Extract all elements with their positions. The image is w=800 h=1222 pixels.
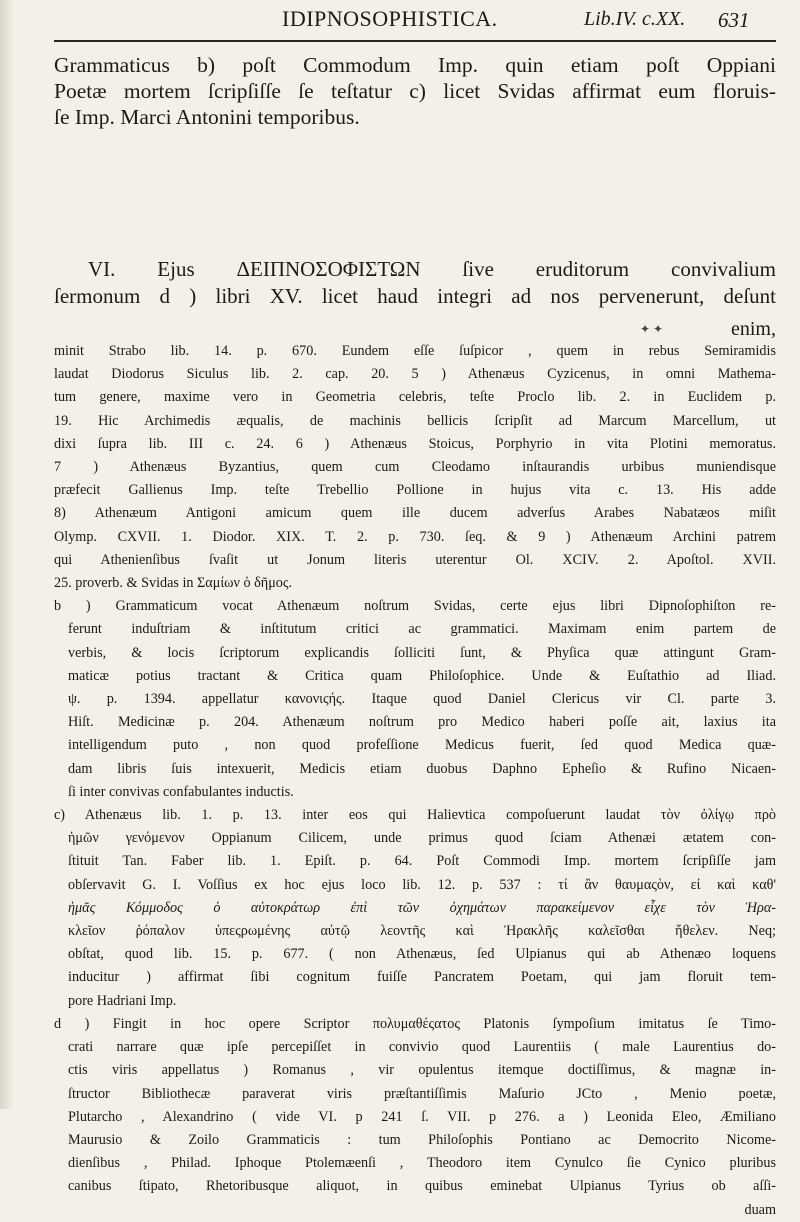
note-line: dam libris ſuis intexuerit, Medicis etiam duobus Daphno Epheſio & Rufino Nicaen-	[68, 760, 776, 777]
note-line: minit Strabo lib. 14. p. 670. Eundem eſſe ſuſpicor , quem in rebus Semiramidis	[54, 343, 776, 359]
note-line: canibus ſtipato, Rhetoribusque aliquot, in quibus eminebat Ulpianus Tyrius ob aſſi-	[68, 1178, 776, 1195]
note-line: d ) Fingit in hoc opere Scriptor πολυμαθέςατος Platonis ſympoſium imitatus ſe Timo-	[54, 1015, 776, 1032]
main-line: Grammaticus b) poſt Commodum Imp. quin etiam poſt Oppiani	[54, 53, 776, 77]
section-text	[54, 256, 776, 310]
header-rule	[54, 40, 776, 42]
note-line: laudat Diodorus Siculus lib. 2. cap. 20. 5 ) Athenæus Cyzicenus, in omni Mathema-	[54, 366, 776, 383]
ornament: ✦ ✦	[640, 322, 664, 336]
note-line: tum genere, maxime vero in Geometria celebris, teſte Proclo lib. 2. in Euclidem p.	[54, 389, 776, 406]
page-gutter-shadow	[0, 0, 14, 1109]
note-line: ἡμῶν γενόμενον Oppianum Cilicem, unde primus quod ſciam Athenæi ætatem con-	[68, 830, 776, 847]
main-text	[54, 52, 776, 130]
note-line: Hiſt. Medicinæ p. 204. Athenæum noſtrum pro Medico haberi poſſe ait, laxius ita	[68, 714, 776, 731]
note-line: 8) Athenæum Antigoni amicum quem ille ducem adverſus Arabes Nabatæos miſit	[54, 505, 776, 522]
running-head-reference: Lib.IV. c.XX.	[584, 8, 686, 30]
note-line: Maurusio & Zoilo Grammaticis : tum Philoſophis Pontiano ac Democrito Nicome-	[68, 1131, 776, 1148]
running-head-title: IDIPNOSOPHISTICA.	[282, 6, 498, 31]
note-line: ctis viris appellatus ) Romanus , vir opulentus itemque doctiſſimus, & magnæ in-	[68, 1062, 776, 1079]
note-line: dixi ſupra lib. III c. 24. 6 ) Athenæus Stoicus, Porphyrio in vita Plotini memoratus.	[54, 435, 776, 452]
note-line: ſi inter convivas confabulantes inductis.	[68, 783, 294, 800]
catchword: enim,	[731, 318, 776, 340]
note-line: ſtructor Bibliothecæ paraverat viris præſtantiſſimis Maſurio JCto , Menio poetæ,	[68, 1085, 776, 1102]
note-line: 7 ) Athenæus Byzantius, quem cum Cleodamo inſtaurandis urbibus muniendisque	[54, 459, 776, 476]
main-line: Poetæ mortem ſcripſiſſe ſe teſtatur c) licet Svidas affirmat eum floruis-	[54, 79, 776, 103]
note-line: Olymp. CXVII. 1. Diodor. XIX. T. 2. p. 730. ſeq. & 9 ) Athenæum Archini patrem	[54, 528, 776, 545]
note-line: c) Athenæus lib. 1. p. 13. inter eos qui Halievtica compoſuerunt laudat τὸν ὀλίγῳ πρὸ	[54, 807, 776, 824]
note-line: 25. proverb. & Svidas in Σαμίων ὁ δῆμος.	[54, 575, 293, 592]
note-line: præfecit Gallienus Imp. teſte Trebellio Pollione in hujus vita c. 13. His adde	[54, 482, 776, 499]
note-line: Plutarcho , Alexandrino ( vide VI. p 241 ſ. VII. p 276. a ) Leonida Eleo, Æmiliano	[68, 1108, 776, 1125]
note-line: intelligendum puto , non quod profeſſione Medicus fuerit, ſed quod Medica quæ-	[68, 737, 776, 754]
footnotes	[54, 340, 776, 1222]
section-line: VI. Ejus ΔΕΙΠΝΟΣΟΦΙΣΤΩΝ ſive eruditorum convivalium	[88, 257, 776, 281]
note-line: inducitur ) affirmat ſibi cognitum fuiſſe Pancratem Poetam, qui jam floruit tem-	[68, 969, 776, 986]
note-line: pore Hadriani Imp.	[68, 992, 177, 1009]
note-line: verbis, & locis ſcriptorum explicandis ſolliciti ſunt, & Phyſica quæ attingunt Gram-	[68, 644, 776, 661]
running-head	[92, 4, 768, 38]
note-line: b ) Grammaticum vocat Athenæum noſtrum Svidas, certe ejus libri Dipnoſophiſton re-	[54, 598, 776, 615]
page-number: 631	[718, 8, 750, 32]
main-line: ſe Imp. Marci Antonini temporibus.	[54, 105, 360, 129]
note-line: obſtat, quod lib. 15. p. 677. ( non Athenæus, ſed Ulpianus qui ab Athenæo loquens	[68, 946, 776, 963]
note-line: ferunt induſtriam & inſtitutum critici ac grammatici. Maximam enim partem de	[68, 621, 776, 638]
note-line: ſtituit Tan. Faber lib. 1. Epiſt. p. 64. Poſt Commodi Imp. mortem ſcripſiſſe jam	[68, 853, 776, 870]
note-line: 19. Hic Archimedis æqualis, de machinis bellicis ſcripſit ad Marcum Marcellum, ut	[54, 412, 776, 429]
note-line: maticæ potius tractant & Critica quam Philoſophice. Unde & Euſtathio ad Iliad.	[68, 667, 776, 684]
note-line: ἡμᾶς Κόμμοδος ὁ αὐτοκράτωρ ἐπὶ τῶν ὀχημάτων παρακείμενον εἶχε τὸν Ἡρα-	[68, 899, 776, 916]
note-line: crati narrare quæ ipſe percepiſſet in convivio quod Laurentiis ( male Laurentius do-	[68, 1039, 776, 1056]
note-line: ψ. p. 1394. appellatur κανονιςής. Itaque quod Daniel Clericus vir Cl. parte 3.	[68, 691, 776, 708]
note-line: qui Athenienſibus ſvaſit ut Jonum literis uterentur Ol. XCIV. 2. Apoſtol. XVII.	[54, 551, 776, 568]
note-line: obſervavit G. I. Voſſius ex hoc ejus loco lib. 12. p. 537 : τί ἂν θαυμαςὸν, εἰ καὶ καθ'	[68, 876, 776, 893]
note-catchword: duam	[744, 1201, 776, 1218]
section-line: ſermonum d ) libri XV. licet haud integri ad nos pervenerunt, deſunt	[54, 284, 776, 308]
note-line: dienſibus , Philad. Iphoque Ptolemæenſi , Theodoro item Cynulco ſie Cynico pluribus	[68, 1155, 776, 1172]
note-line: κλεῖον ῥόπαλον ὑπεςρωμένης αὐτῷ λεοντῆς καὶ Ἡρακλῆς καλεῖσθαι ἤθελεν. Neq;	[68, 923, 776, 940]
